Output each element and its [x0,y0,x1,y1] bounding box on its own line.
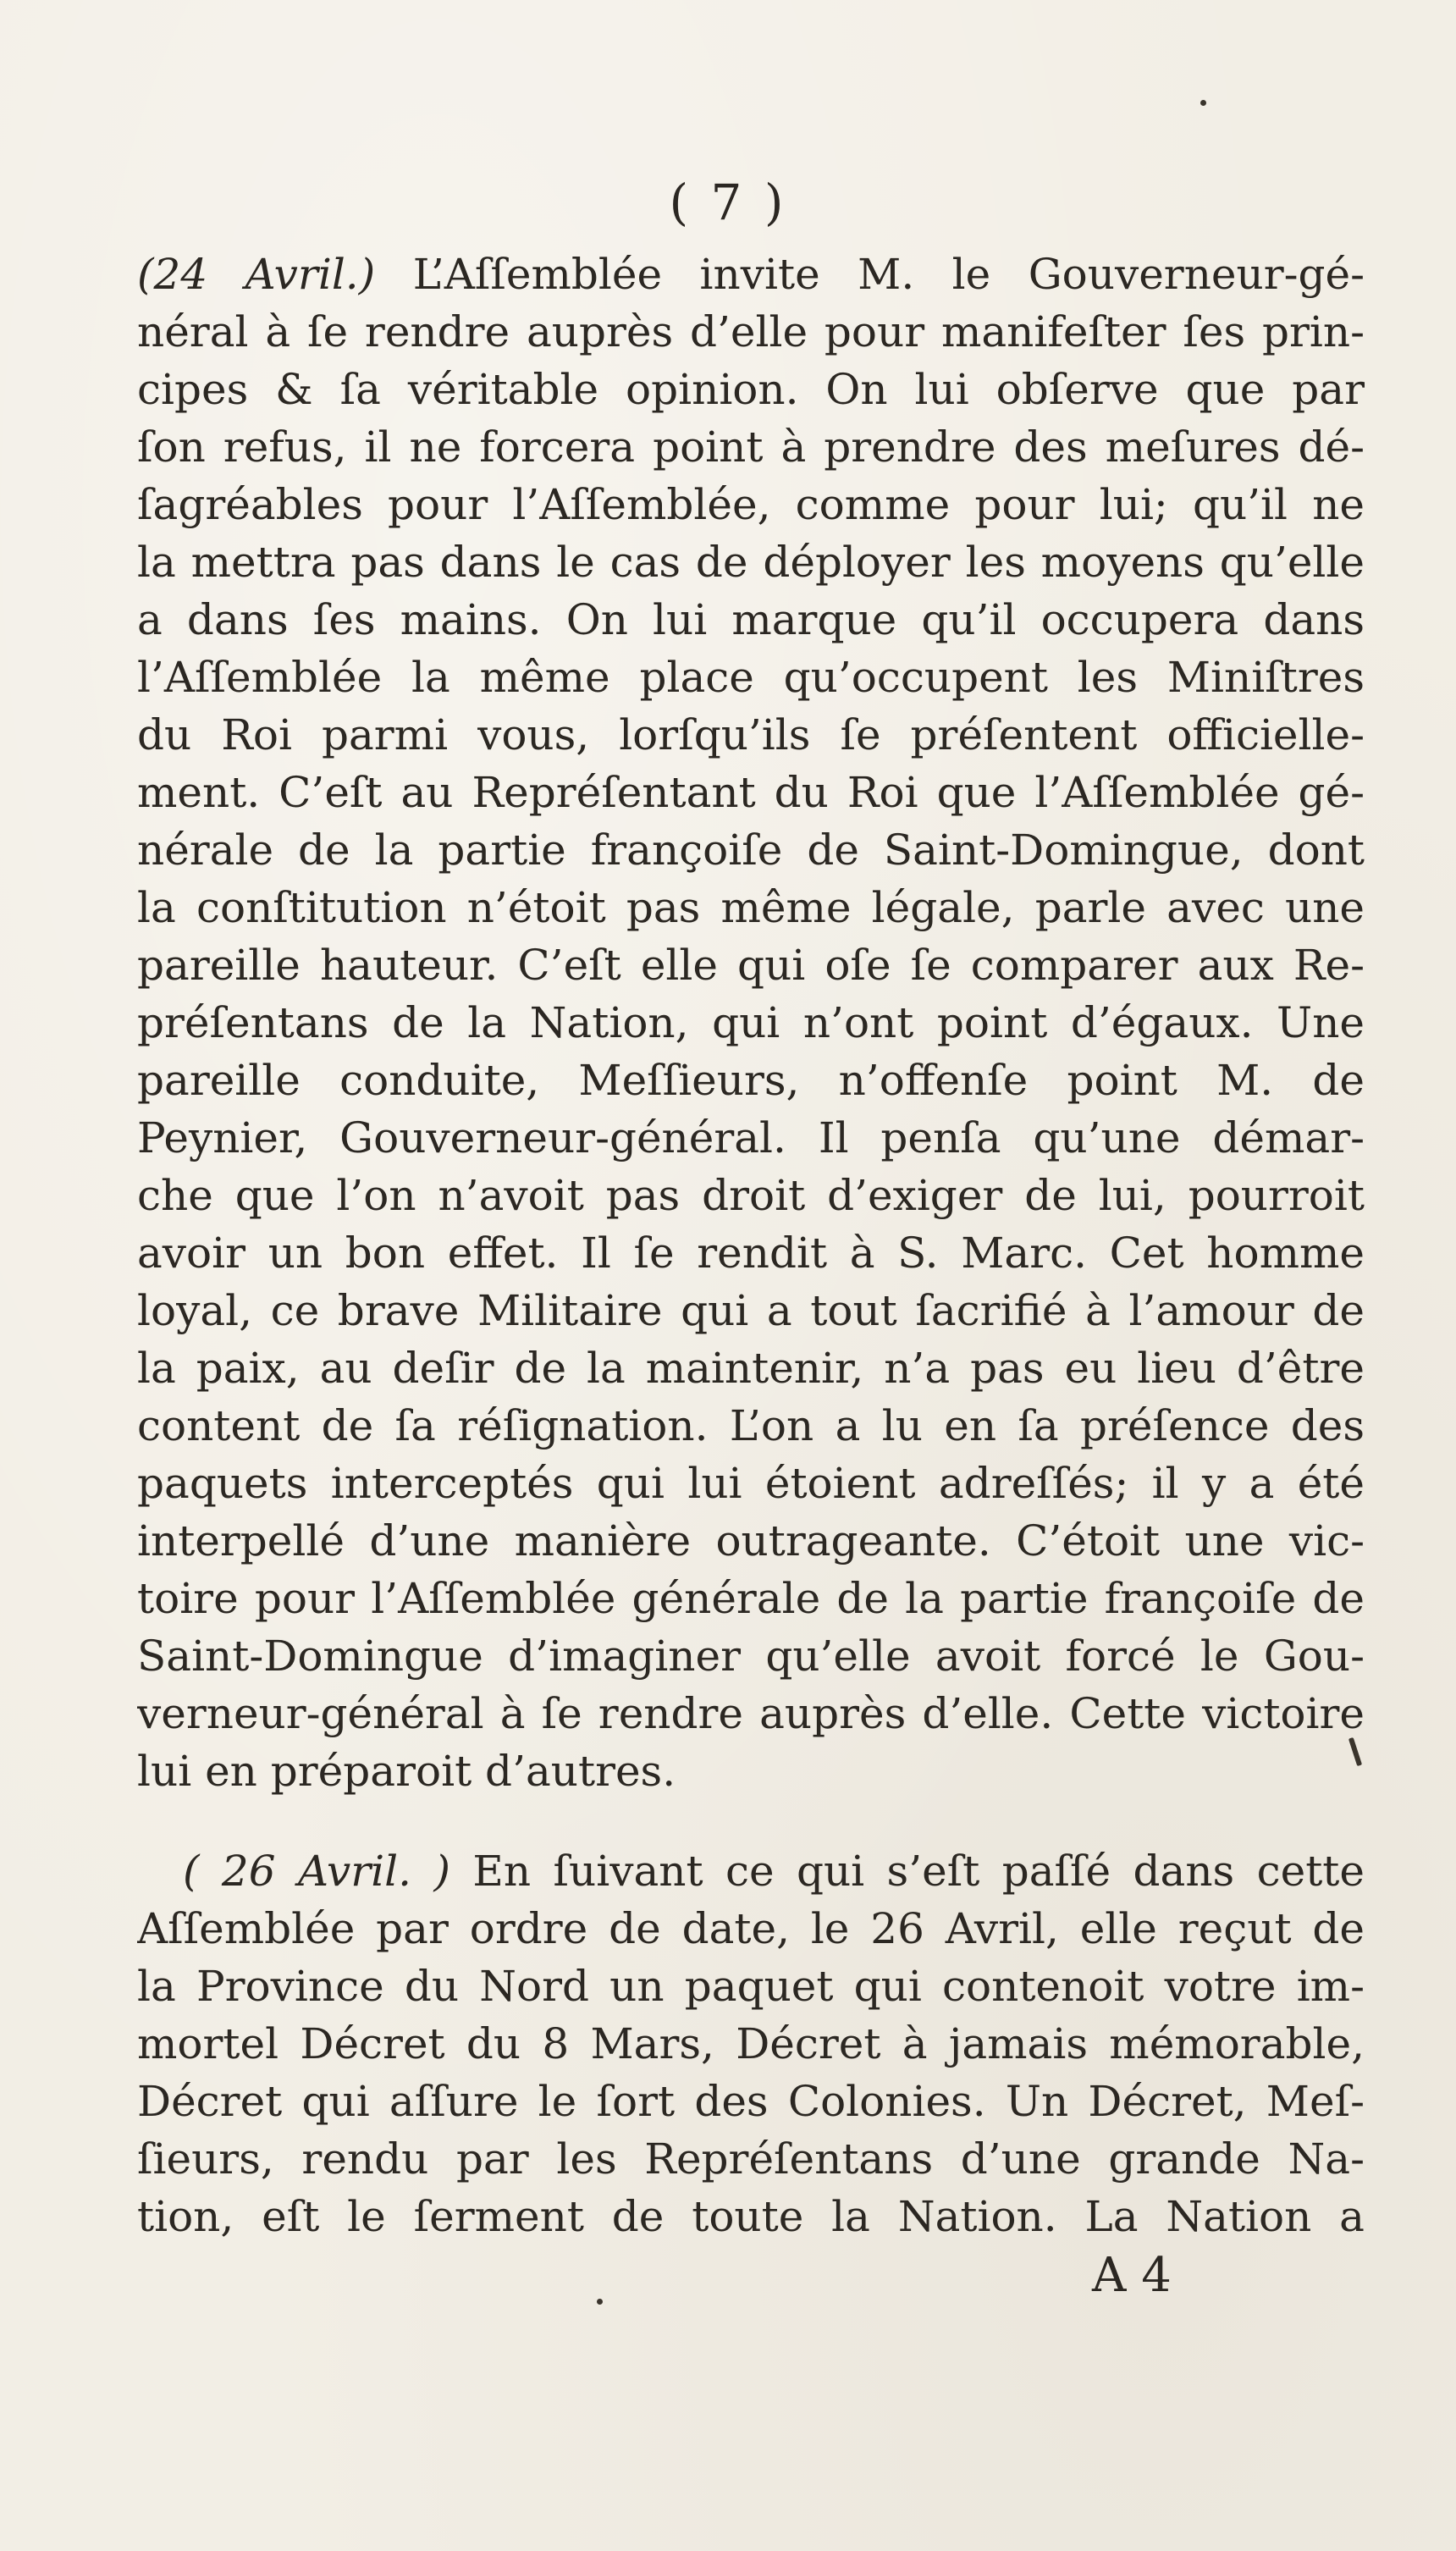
paragraph-1-line: la mettra pas dans le cas de déployer les moyens qu’elle [137,538,1365,587]
paragraph-1-line: Saint-Domingue d’imaginer qu’elle avoit forcé le Gou- [137,1632,1365,1681]
paragraph-1-line: pareille conduite, Meſſieurs, n’offenſe point M. de [137,1056,1365,1105]
paragraph-1-line: avoir un bon effet. Il ſe rendit à S. Marc. Cet homme [137,1229,1365,1278]
line-text: En ſuivant ce qui s’eſt paſſé dans cette [472,1847,1365,1896]
paragraph-1-line: toire pour l’Aſſemblée générale de la partie françoiſe de [137,1574,1365,1623]
paragraph-1-line: verneur-général à ſe rendre auprès d’elle. Cette victoire [137,1689,1365,1738]
paragraph-1-line: du Roi parmi vous, lorſqu’ils ſe préſentent officielle- [137,710,1365,759]
paragraph-1-line: paquets interceptés qui lui étoient adreſſés; il y a été [137,1459,1365,1508]
paragraph-1-line: content de ſa réſignation. L’on a lu en ſa préſence des [137,1401,1365,1450]
date-26-avril: ( 26 Avril. ) [183,1847,450,1896]
paragraph-1-line: cipes & ſa véritable opinion. On lui obſerve que par [137,365,1365,414]
paragraph-2-line: Aſſemblée par ordre de date, le 26 Avril, elle reçut de [137,1904,1365,1953]
paragraph-1-line: néral à ſe rendre auprès d’elle pour manifeſter ſes prin- [137,307,1365,356]
paragraph-1-line: l’Aſſemblée la même place qu’occupent les Miniſtres [137,653,1365,702]
ink-speck [1200,100,1206,106]
signature-mark: A 4 [1092,2248,1172,2303]
paragraph-1-line: la conſtitution n’étoit pas même légale, parle avec une [137,883,1365,932]
date-24-avril: (24 Avril.) [137,250,376,299]
body-text [137,246,1365,2245]
page-number: ( 7 ) [669,174,787,231]
paragraph-2-line: mortel Décret du 8 Mars, Décret à jamais mémorable, [137,2019,1365,2068]
ink-speck [597,2299,603,2305]
paragraph-1-line: loyal, ce brave Militaire qui a tout ſacrifié à l’amour de [137,1286,1365,1335]
paragraph-1-line: nérale de la partie françoiſe de Saint-Domingue, dont [137,825,1365,875]
paragraph-1-line: interpellé d’une manière outrageante. C’étoit une vic- [137,1516,1365,1565]
paragraph-1-last-line: lui en préparoit d’autres. [137,1747,676,1796]
paragraph-1-line: ment. C’eſt au Repréſentant du Roi que l’Aſſemblée gé- [137,768,1365,817]
paragraph-1-line: che que l’on n’avoit pas droit d’exiger de lui, pourroit [137,1171,1365,1220]
paragraph-1-line: ſon refus, il ne forcera point à prendre des meſures dé- [137,422,1365,472]
line-text: L’Aſſemblée invite M. le Gouverneur-gé- [412,250,1365,299]
paragraph-1-line [137,246,1365,303]
paragraph-2-line: ſieurs, rendu par les Repréſentans d’une grande Na- [137,2134,1365,2184]
paragraph-1-line: pareille hauteur. C’eſt elle qui oſe ſe comparer aux Re- [137,941,1365,990]
paragraph-1-line: Peynier, Gouverneur-général. Il penſa qu’une démar- [137,1113,1365,1162]
paragraph-2-line: tion, eſt le ſerment de toute la Nation. La Nation a [137,2192,1365,2241]
paragraph-2-line: Décret qui aſſure le ſort des Colonies. Un Décret, Meſ- [137,2077,1365,2126]
paragraph-1-line: la paix, au deſir de la maintenir, n’a pas eu lieu d’être [137,1344,1365,1393]
paragraph-2-line [137,1842,1365,1900]
paragraph-1-line: a dans ſes mains. On lui marque qu’il occupera dans [137,595,1365,644]
paragraph-1-line: ſagréables pour l’Aſſemblée, comme pour lui; qu’il ne [137,480,1365,529]
paragraph-2-line: la Province du Nord un paquet qui contenoit votre im- [137,1962,1365,2011]
paragraph-gap [137,1800,1365,1842]
paragraph-1-line: préſentans de la Nation, qui n’ont point d’égaux. Une [137,998,1365,1047]
